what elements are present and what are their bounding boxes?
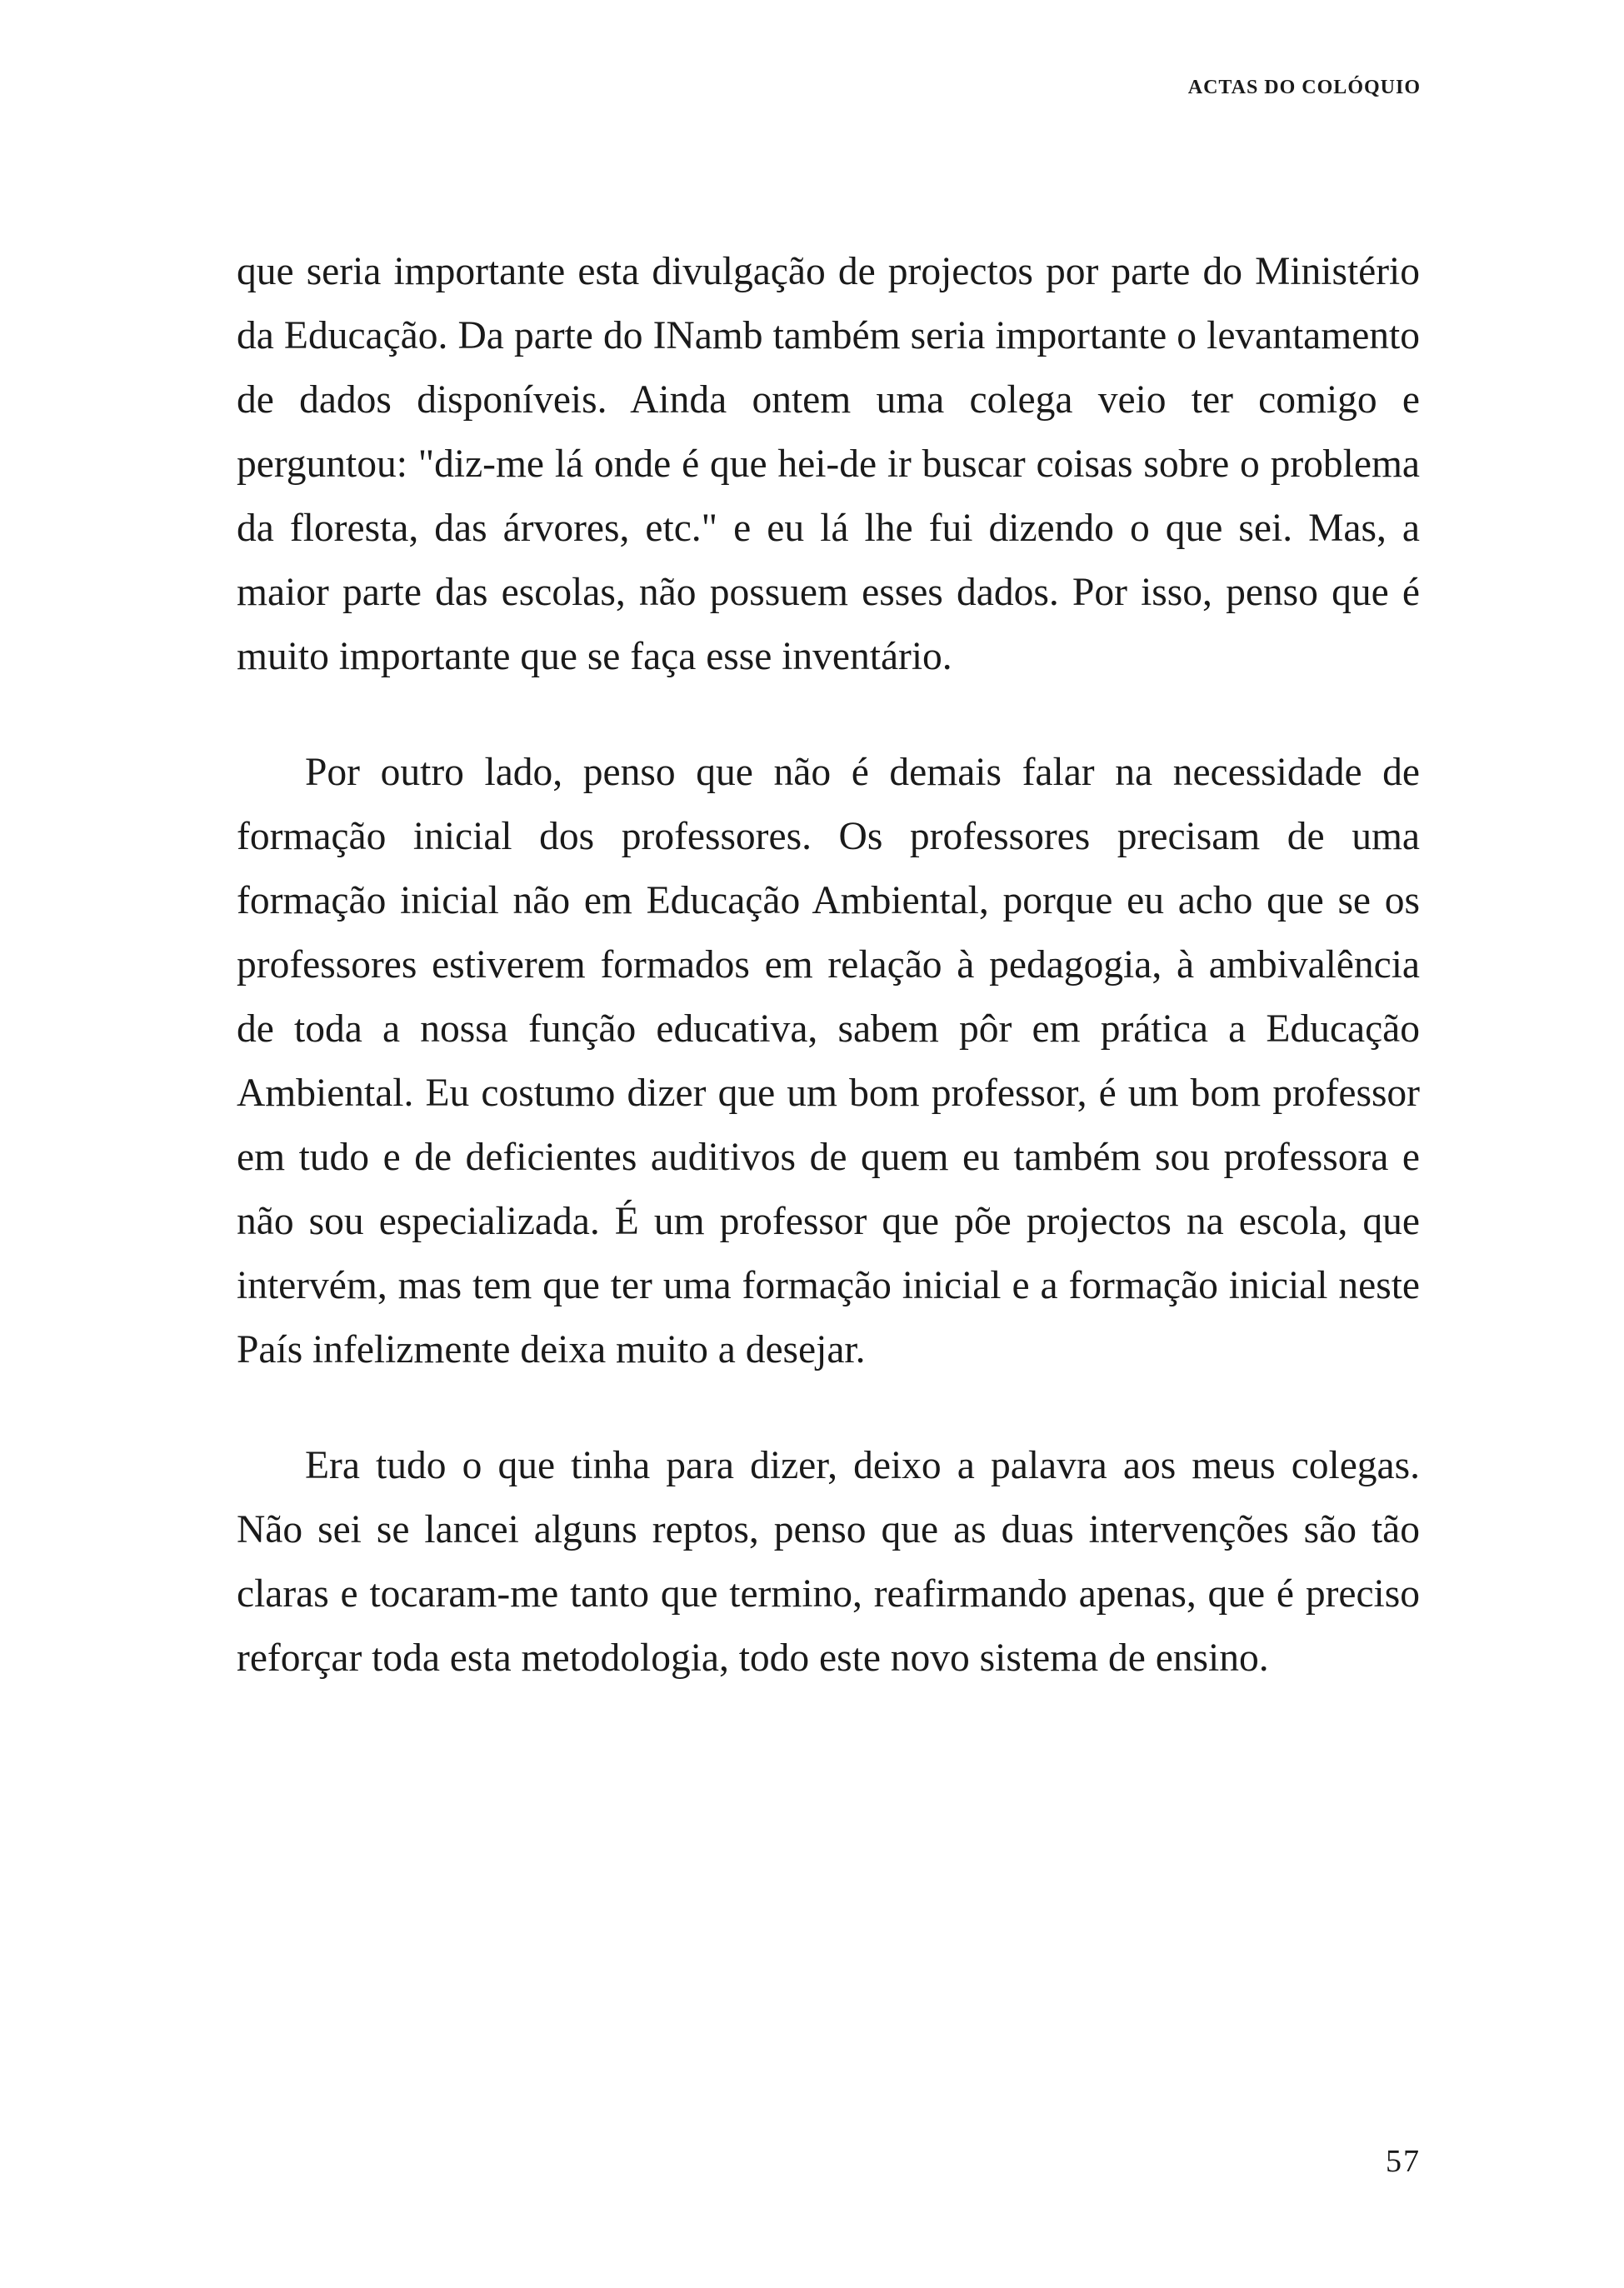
body-text bbox=[237, 240, 1420, 1691]
paragraph-continued: que seria importante esta divulgação de projectos por parte do Ministério da Educação. Da parte do INamb também seria importante o levantamento de dados disponíveis. Ainda ontem uma colega veio ter comigo e perguntou: "diz-me lá onde é que hei-de ir buscar coisas sobre o problema da floresta, das árvores, etc." e eu lá lhe fui dizendo o que sei. Mas, a maior parte das escolas, não possuem esses dados. Por isso, penso que é muito importante que se faça esse inventário. bbox=[237, 250, 1420, 678]
paragraph-closing: Era tudo o que tinha para dizer, deixo a palavra aos meus colegas. Não sei se lancei alguns reptos, penso que as duas intervenções são tão claras e tocaram-me tanto que termino, reafirmando apenas, que é preciso reforçar toda esta metodologia, todo este novo sistema de ensino. bbox=[237, 1444, 1420, 1680]
page-number: 57 bbox=[1386, 2144, 1421, 2179]
running-header: ACTAS DO COLÓQUIO bbox=[1187, 77, 1421, 98]
paragraph-teacher-training: Por outro lado, penso que não é demais falar na necessidade de formação inicial dos professores. Os professores precisam de uma formação inicial não em Educação Ambiental, porque eu acho que se os professores estiverem formados em relação à pedagogia, à ambivalência de toda a nossa função educativa, sabem pôr em prática a Educação Ambiental. Eu costumo dizer que um bom professor, é um bom professor em tudo e de deficientes auditivos de quem eu também sou professora e não sou especializada. É um professor que põe projectos na escola, que intervém, mas tem que ter uma formação inicial e a formação inicial neste País infelizmente deixa muito a desejar. bbox=[237, 751, 1420, 1371]
